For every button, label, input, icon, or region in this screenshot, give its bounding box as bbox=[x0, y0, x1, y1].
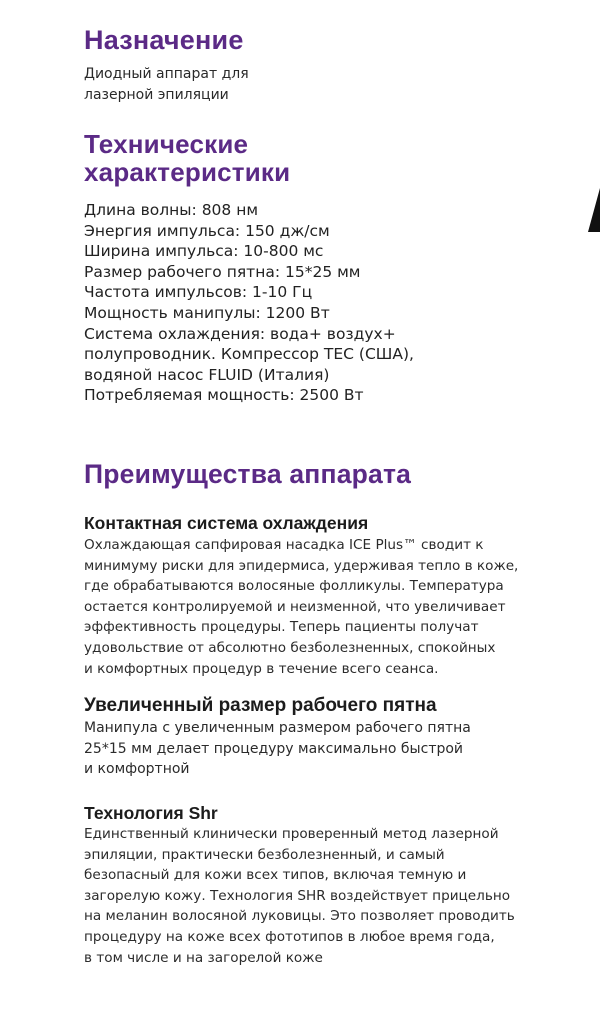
advantage-text bbox=[84, 535, 518, 679]
advantage-line: и комфортной bbox=[84, 761, 190, 778]
advantage-line: где обрабатываются волосяные фолликулы. Температура bbox=[84, 578, 504, 595]
advantage-line: в том числе и на загорелой коже bbox=[84, 949, 323, 966]
advantage-line: Единственный клинически проверенный метод лазерной bbox=[84, 826, 499, 842]
advantage-line: на меланин волосяной луковицы. Это позволяет проводить bbox=[84, 908, 515, 925]
spec-line: Энергия импульса: 150 дж/см bbox=[84, 221, 330, 240]
spec-line: Длина волны: 808 нм bbox=[84, 201, 259, 219]
advantage-line: остается контролируемой и неизменной, что увеличивает bbox=[84, 598, 506, 615]
cropped-shape-fragment bbox=[588, 188, 600, 232]
advantage-line: 25*15 мм делает процедуру максимально быстрой bbox=[84, 740, 464, 757]
advantage-line: загорелую кожу. Технология SHR воздействует прицельно bbox=[84, 887, 511, 904]
specs-title-line: Технические bbox=[84, 129, 249, 159]
spec-line: Ширина импульса: 10-800 мс bbox=[84, 242, 324, 261]
advantage-title: Контактная система охлаждения bbox=[84, 513, 369, 533]
advantage-line: и комфортных процедур в течение всего сеанса. bbox=[84, 660, 439, 677]
advantage-line: безопасный для кожи всех типов, включая темную и bbox=[84, 867, 467, 884]
specs-title bbox=[84, 130, 290, 186]
purpose-title: Назначение bbox=[84, 25, 244, 55]
purpose-line: Диодный аппарат для bbox=[84, 66, 249, 82]
specs-list bbox=[84, 200, 414, 406]
purpose-text bbox=[84, 64, 249, 106]
advantage-line: удовольствие от абсолютно безболезненных, спокойных bbox=[84, 639, 496, 656]
advantage-title: Технология Shr bbox=[84, 803, 218, 823]
spec-line: Мощность манипулы: 1200 Вт bbox=[84, 303, 330, 322]
spec-line: Частота импульсов: 1-10 Гц bbox=[84, 283, 313, 302]
spec-line: Потребляемая мощность: 2500 Вт bbox=[84, 386, 364, 405]
advantage-line: минимуму риски для эпидермиса, удерживая тепло в коже, bbox=[84, 557, 519, 574]
spec-line: полупроводник. Компрессор ТЕС (США), bbox=[84, 345, 414, 364]
advantage-line: Охлаждающая сапфировая насадка ICE Plus™ сводит к bbox=[84, 537, 484, 553]
advantage-line: Манипула с увеличенным размером рабочего пятна bbox=[84, 720, 471, 736]
advantage-line: эффективность процедуры. Теперь пациенты получат bbox=[84, 619, 479, 636]
spec-line: Размер рабочего пятна: 15*25 мм bbox=[84, 262, 361, 281]
advantage-line: эпиляции, практически безболезненный, и самый bbox=[84, 846, 445, 863]
advantage-line: процедуру на коже всех фототипов в любое время года, bbox=[84, 928, 495, 945]
advantages-title: Преимущества аппарата bbox=[84, 459, 412, 489]
advantage-text bbox=[84, 824, 515, 968]
spec-line: Система охлаждения: вода+ воздух+ bbox=[84, 324, 396, 343]
advantage-text bbox=[84, 718, 471, 780]
specs-title-line: характеристики bbox=[84, 157, 291, 187]
advantage-title: Увеличенный размер рабочего пятна bbox=[84, 695, 437, 716]
purpose-line: лазерной эпиляции bbox=[84, 87, 229, 103]
spec-line: водяной насос FLUID (Италия) bbox=[84, 365, 330, 384]
